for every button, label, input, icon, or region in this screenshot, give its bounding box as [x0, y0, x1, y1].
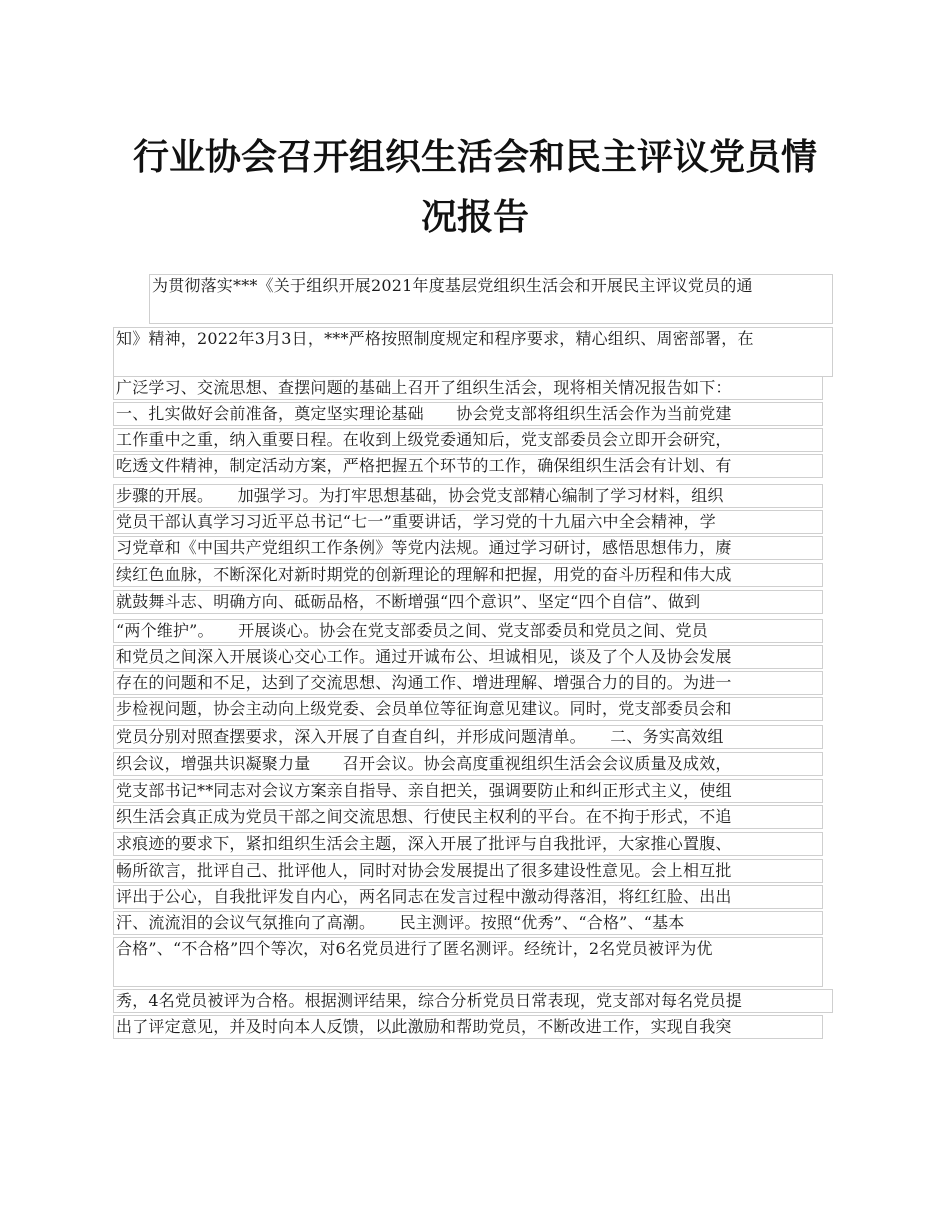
text-line: 织会议，增强共识凝聚力量 召开会议。协会高度重视组织生活会会议质量及成效， — [113, 752, 823, 776]
text-line: 续红色血脉，不断深化对新时期党的创新理论的理解和把握，用党的奋斗历程和伟大成 — [113, 563, 823, 587]
text-line: 评出于公心，自我批评发自内心，两名同志在发言过程中激动得落泪，将红红脸、出出 — [113, 885, 823, 909]
text-line: 和党员之间深入开展谈心交心工作。通过开诚布公、坦诚相见，谈及了个人及协会发展 — [113, 645, 823, 669]
text-line: 党支部书记**同志对会议方案亲自指导、亲自把关，强调要防止和纠正形式主义，使组 — [113, 779, 823, 803]
text-line: 合格”、“不合格”四个等次，对6名党员进行了匿名测评。经统计，2名党员被评为优 — [113, 937, 823, 987]
text-line: 工作重中之重，纳入重要日程。在收到上级党委通知后，党支部委员会立即开会研究， — [113, 428, 823, 452]
document-title — [0, 128, 950, 248]
text-line: 畅所欲言，批评自己、批评他人，同时对协会发展提出了很多建设性意见。会上相互批 — [113, 859, 823, 883]
text-line: 存在的问题和不足，达到了交流思想、沟通工作、增进理解、增强合力的目的。为进一 — [113, 671, 823, 695]
text-line: 为贯彻落实***《关于组织开展2021年度基层党组织生活会和开展民主评议党员的通 — [149, 274, 833, 324]
text-line: 织生活会真正成为党员干部之间交流思想、行使民主权利的平台。在不拘于形式，不追 — [113, 805, 823, 829]
text-line: “两个维护”。 开展谈心。协会在党支部委员之间、党支部委员和党员之间、党员 — [113, 619, 823, 643]
text-line: 求痕迹的要求下，紧扣组织生活会主题，深入开展了批评与自我批评，大家推心置腹、 — [113, 832, 823, 856]
text-line: 秀，4名党员被评为合格。根据测评结果，综合分析党员日常表现，党支部对每名党员提 — [113, 989, 833, 1013]
text-line: 步检视问题，协会主动向上级党委、会员单位等征询意见建议。同时，党支部委员会和 — [113, 697, 823, 721]
text-line: 出了评定意见，并及时向本人反馈，以此激励和帮助党员，不断改进工作，实现自我突 — [113, 1015, 823, 1039]
text-line: 党员干部认真学习习近平总书记“七一”重要讲话，学习党的十九届六中全会精神，学 — [113, 510, 823, 534]
text-line: 一、扎实做好会前准备，奠定坚实理论基础 协会党支部将组织生活会作为当前党建 — [113, 402, 823, 426]
text-line: 汗、流流泪的会议气氛推向了高潮。 民主测评。按照“优秀”、“合格”、“基本 — [113, 911, 823, 935]
title-line-2: 况报告 — [420, 197, 529, 238]
text-line: 广泛学习、交流思想、查摆问题的基础上召开了组织生活会，现将相关情况报告如下： — [113, 376, 823, 400]
text-line: 步骤的开展。 加强学习。为打牢思想基础，协会党支部精心编制了学习材料，组织 — [113, 484, 823, 508]
title-line-1: 行业协会召开组织生活会和民主评议党员情 — [132, 137, 817, 178]
text-line: 知》精神，2022年3月3日，***严格按照制度规定和程序要求，精心组织、周密部署，在 — [113, 327, 833, 377]
text-line: 习党章和《中国共产党组织工作条例》等党内法规。通过学习研讨，感悟思想伟力，赓 — [113, 536, 823, 560]
text-line: 就鼓舞斗志、明确方向、砥砺品格，不断增强“四个意识”、坚定“四个自信”、做到 — [113, 590, 823, 614]
text-line: 党员分别对照查摆要求，深入开展了自查自纠，并形成问题清单。 二、务实高效组 — [113, 725, 823, 749]
text-line: 吃透文件精神，制定活动方案，严格把握五个环节的工作，确保组织生活会有计划、有 — [113, 454, 823, 478]
